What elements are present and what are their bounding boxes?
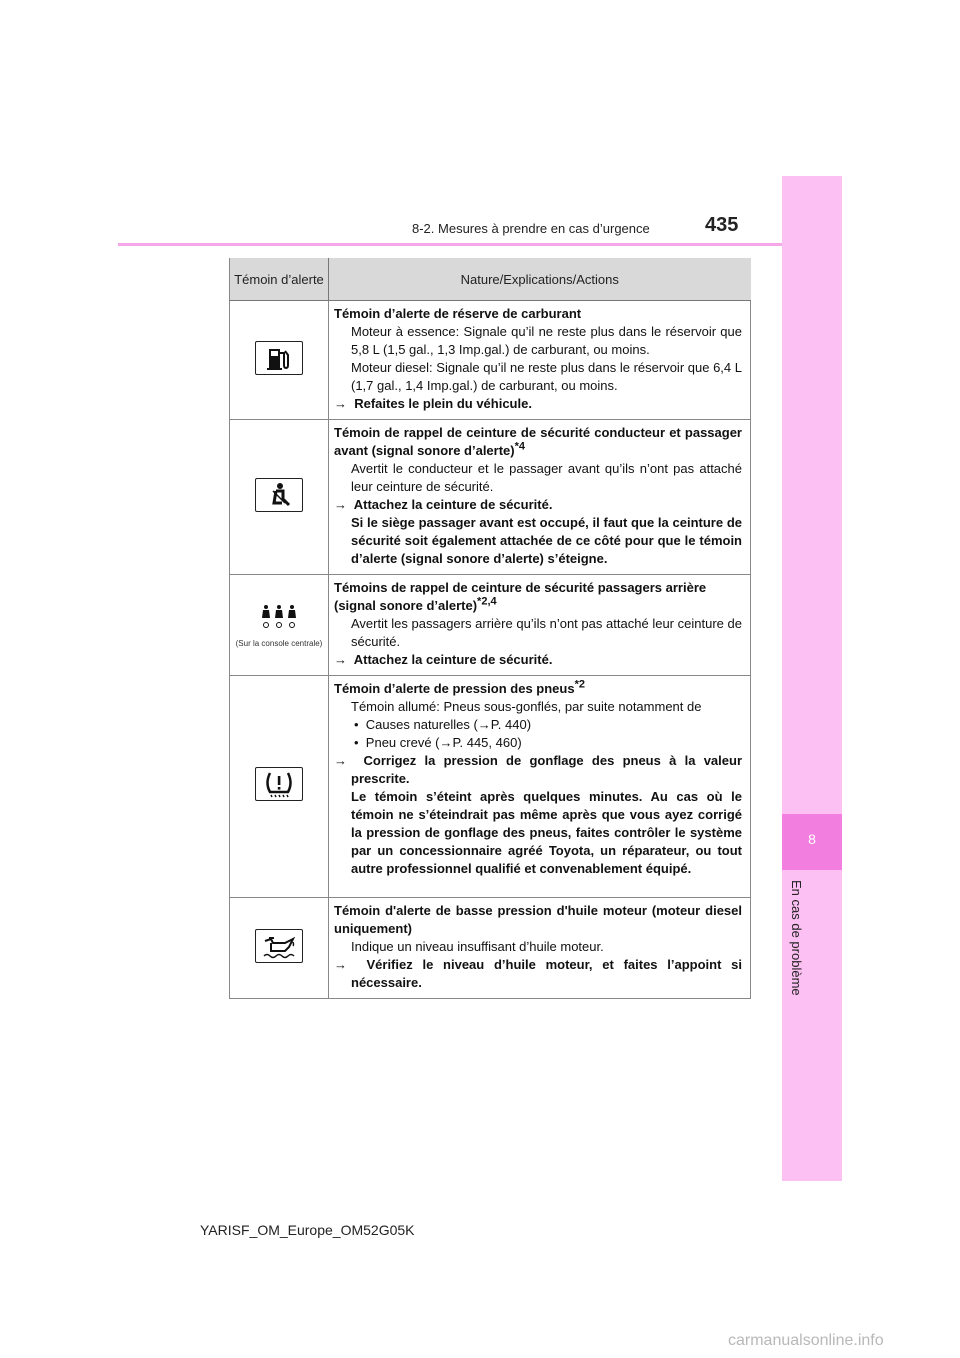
row-action: → Refaites le plein du véhicule. <box>334 396 532 411</box>
icon-note: (Sur la console centrale) <box>235 638 323 648</box>
description-cell <box>329 898 751 999</box>
table-row <box>230 676 751 898</box>
header-divider <box>118 243 840 246</box>
row-text: Moteur à essence: Signale qu’il ne reste plus dans le réservoir que 5,8 L (1,5 gal., 1,3 Imp.gal.) de carburant, ou moins. <box>351 324 742 357</box>
row-action: → Corrigez la pression de gonflage des pneus à la valeur prescrite. <box>334 753 743 786</box>
chapter-label: En cas de problème <box>789 880 804 996</box>
table-row <box>230 420 751 575</box>
row-action: → Attachez la ceinture de sécurité. <box>334 497 553 512</box>
bullet-icon: • <box>354 717 359 732</box>
row-title: Témoin d’alerte de pression des pneus$^{*2}$ <box>334 678 585 696</box>
row-text: Moteur diesel: Signale qu’il ne reste plus dans le réservoir que 6,4 L (1,7 gal., 1,4 Imp.gal.) de carburant, ou moins. <box>351 360 742 393</box>
icon-cell <box>230 420 329 575</box>
arrow-icon: → <box>334 652 347 667</box>
arrow-icon: → <box>334 497 347 512</box>
table-row <box>230 301 751 420</box>
row-action-note: Si le siège passager avant est occupé, il faut que la ceinture de sécurité soit également attachée de ce côté pour que le témoin d’alerte (signal sonore d’alerte) s’éteigne. <box>351 515 742 566</box>
row-text: Avertit les passagers arrière qu’ils n’ont pas attaché leur ceinture de sécurité. <box>351 616 742 649</box>
list-item: • Causes naturelles (→P. 440) <box>354 717 532 732</box>
row-text: Avertit le conducteur et le passager avant qu’ils n’ont pas attaché leur ceinture de sécurité. <box>351 461 742 494</box>
fuel-pump-icon <box>255 341 303 375</box>
warning-lights-table <box>229 258 751 999</box>
row-title: Témoin d'alerte de basse pression d'huile moteur (moteur diesel uniquement) <box>334 903 742 936</box>
description-cell <box>329 676 751 898</box>
row-text: Témoin allumé: Pneus sous-gonflés, par suite notamment de <box>351 699 702 714</box>
table-row <box>230 898 751 999</box>
table-header-row <box>230 258 751 301</box>
icon-cell <box>230 301 329 420</box>
row-action-note: Le témoin s’éteint après quelques minutes. Au cas où le témoin ne s’éteindrait pas même après que vous ayez corrigé la pression de gonflage des pneus, faites contrôler le système par un concessionnaire agréé Toyota, un réparateur, ou tout autre professionnel qualifié et convenablement équipé. <box>351 789 742 876</box>
arrow-icon: → <box>334 753 347 768</box>
list-item: • Pneu crevé (→P. 445, 460) <box>354 735 522 750</box>
row-action: → Attachez la ceinture de sécurité. <box>334 652 553 667</box>
description-cell <box>329 575 751 676</box>
row-title: Témoin d’alerte de réserve de carburant <box>334 306 582 321</box>
description-cell <box>329 420 751 575</box>
tire-pressure-icon <box>255 767 303 801</box>
chapter-side-tab <box>782 176 842 1181</box>
icon-cell <box>230 898 329 999</box>
icon-cell <box>230 676 329 898</box>
chapter-number: 8 <box>808 831 816 847</box>
bullet-icon: • <box>354 735 359 750</box>
document-id: YARISF_OM_Europe_OM52G05K <box>200 1222 415 1238</box>
rear-seatbelt-icon <box>256 603 302 631</box>
icon-cell <box>230 575 329 676</box>
page-number: 435 <box>705 214 739 236</box>
section-title: 8-2. Mesures à prendre en cas d’urgence <box>412 221 650 236</box>
row-title: Témoins de rappel de ceinture de sécurité passagers arrière (signal sonore d’alerte)$^{*2,4}$ <box>334 580 707 613</box>
row-action: → Vérifiez le niveau d’huile moteur, et faites l’appoint si nécessaire. <box>334 957 742 990</box>
col-header-icon: Témoin d’alerte <box>230 258 329 301</box>
description-cell <box>329 301 751 420</box>
watermark: carmanualsonline.info <box>728 1332 884 1349</box>
col-header-desc: Nature/Explications/Actions <box>329 258 751 301</box>
row-title: Témoin de rappel de ceinture de sécurité conducteur et passager avant (signal sonore d’alerte)$^{*4}$ <box>334 425 742 458</box>
seatbelt-icon <box>255 478 303 512</box>
arrow-icon: → <box>334 396 347 411</box>
table-row <box>230 575 751 676</box>
row-text: Indique un niveau insuffisant d’huile moteur. <box>351 939 604 954</box>
arrow-icon: → <box>334 957 347 972</box>
oil-pressure-icon <box>255 929 303 963</box>
